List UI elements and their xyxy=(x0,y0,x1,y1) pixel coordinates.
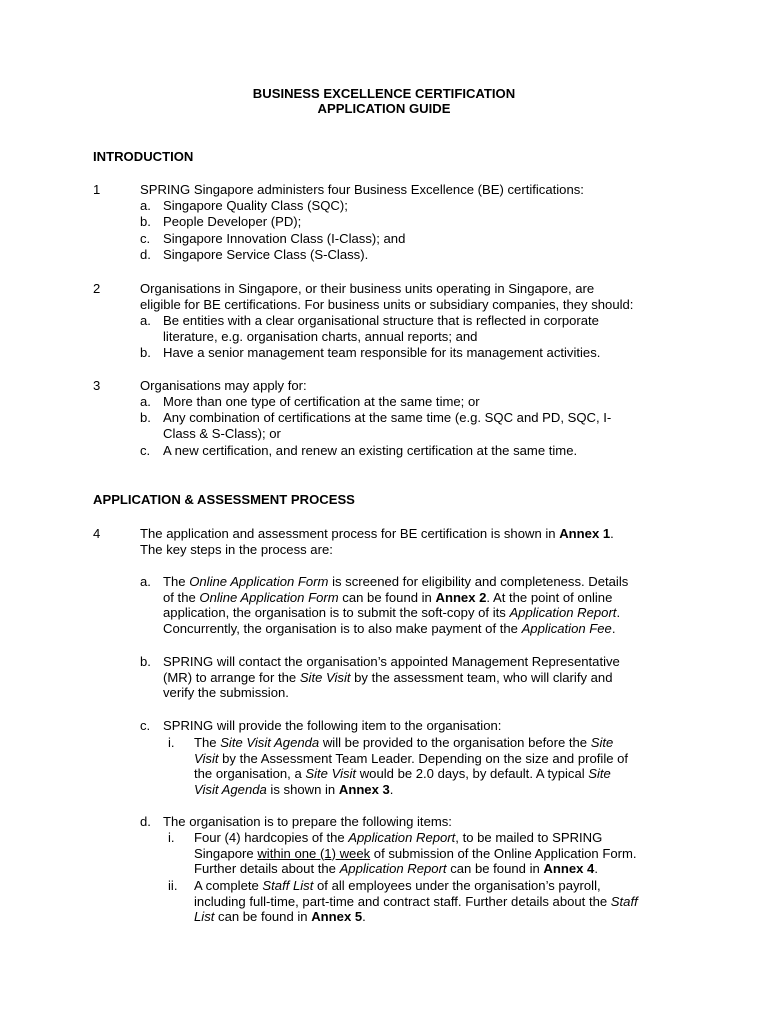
list-item: a. The Online Application Form is screened for eligibility and completeness. Details of the Online Application Form can be found in Annex 2. At the point of online application, the organisation is to submit the soft-copy of its Application Report. Concurrently, the organisation is to also make payment of the Application Fee. xyxy=(140,574,629,636)
paragraph-number-2: 2 xyxy=(93,281,101,296)
sub-list-item: ii. A complete Staff List of all employees under the organisation’s payroll, including full-time, part-time and contract staff. Further details about the Staff List can be found in Annex 5. xyxy=(168,878,638,925)
list-item: b. Any combination of certifications at the same time (e.g. SQC and PD, SQC, I- Class & S-Class); or xyxy=(140,410,612,441)
list-item: c. Singapore Innovation Class (I-Class); and xyxy=(140,231,406,246)
document-title-line2: APPLICATION GUIDE xyxy=(317,101,451,116)
list-item: b. Have a senior management team responsible for its management activities. xyxy=(140,345,601,360)
list-item: c. A new certification, and renew an existing certification at the same time. xyxy=(140,443,578,458)
list-item: c. SPRING will provide the following item to the organisation: xyxy=(140,718,502,733)
list-item: a. Singapore Quality Class (SQC); xyxy=(140,198,348,213)
list-item: b. People Developer (PD); xyxy=(140,214,302,229)
paragraph-4-text: The application and assessment process for BE certification is shown in Annex 1. The key steps in the process are: xyxy=(140,526,614,557)
sub-list-item: i. Four (4) hardcopies of the Application Report, to be mailed to SPRING Singapore within one (1) week of submission of the Online Application Form. Further details about the Application Report can be found in Annex 4. xyxy=(168,830,637,877)
section-heading-introduction: INTRODUCTION xyxy=(93,149,194,164)
list-item: b. SPRING will contact the organisation’s appointed Management Representative (MR) to arrange for the Site Visit by the assessment team, who will clarify and verify the submission. xyxy=(140,654,620,701)
list-item: a. Be entities with a clear organisational structure that is reflected in corporate literature, e.g. organisation charts, annual reports; and xyxy=(140,313,599,344)
paragraph-number-4: 4 xyxy=(93,526,101,541)
list-item: a. More than one type of certification at the same time; or xyxy=(140,394,480,409)
paragraph-1-text: SPRING Singapore administers four Business Excellence (BE) certifications: xyxy=(140,182,584,197)
list-item: d. Singapore Service Class (S-Class). xyxy=(140,247,369,262)
section-heading-application-process: APPLICATION & ASSESSMENT PROCESS xyxy=(93,492,355,507)
paragraph-2-text: Organisations in Singapore, or their business units operating in Singapore, are eligible for BE certifications. For business units or subsidiary companies, they should: xyxy=(140,281,634,312)
paragraph-number-3: 3 xyxy=(93,378,101,393)
list-item: d. The organisation is to prepare the following items: xyxy=(140,814,452,829)
document-title-line1: BUSINESS EXCELLENCE CERTIFICATION xyxy=(252,86,516,101)
sub-list-item: i. The Site Visit Agenda will be provided to the organisation before the Site Visit by the Assessment Team Leader. Depending on the size and profile of the organisation, a Site Visit would be 2.0 days, by default. A typical Site Visit Agenda is shown in Annex 3. xyxy=(168,735,629,797)
paragraph-3-text: Organisations may apply for: xyxy=(140,378,307,393)
paragraph-number-1: 1 xyxy=(93,182,101,197)
